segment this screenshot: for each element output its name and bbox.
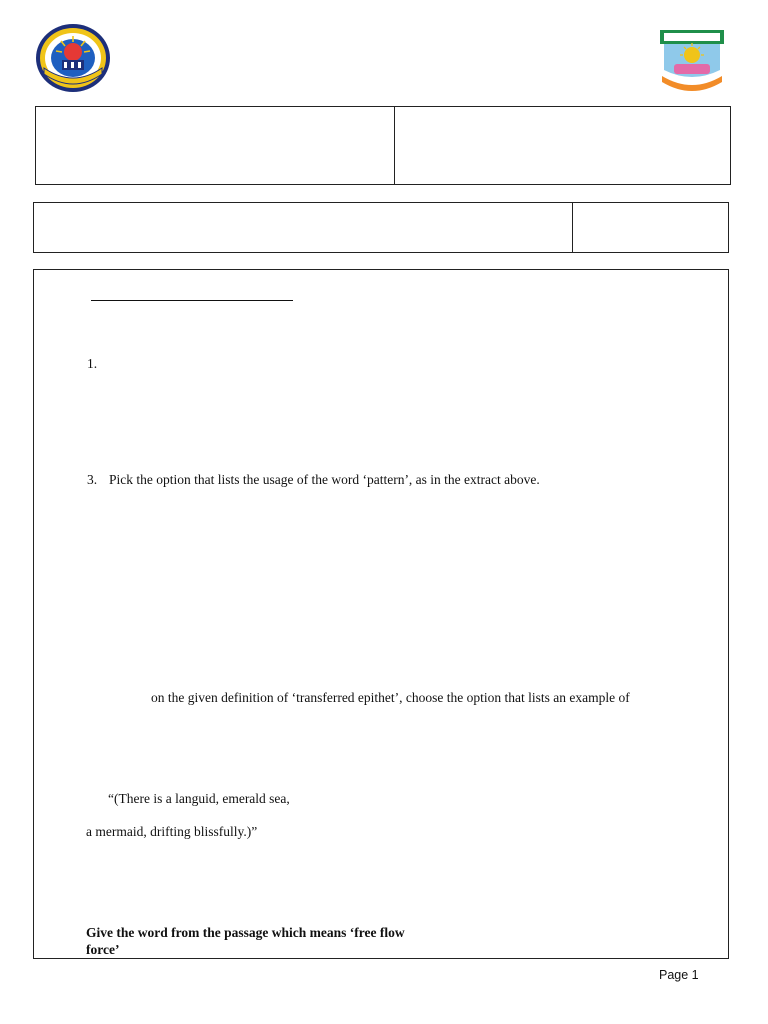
heading-underline xyxy=(91,300,293,301)
question-1-number: 1. xyxy=(87,356,98,371)
header-info-divider xyxy=(394,107,395,184)
word-question-line-1: Give the word from the passage which means ‘free flow xyxy=(86,925,405,940)
quote-line-2: a mermaid, drifting blissfully.)” xyxy=(86,824,258,839)
question-3-number: 3. xyxy=(87,472,98,487)
school-crest-logo xyxy=(656,24,728,96)
transferred-epithet-question: on the given definition of ‘transferred epithet’, choose the option that lists an example of xyxy=(151,690,630,705)
word-question-line-2: force’ xyxy=(86,942,120,957)
board-seal-logo xyxy=(34,22,112,94)
title-info-divider xyxy=(572,203,573,252)
question-frame xyxy=(33,269,729,959)
page-number: Page 1 xyxy=(659,968,699,982)
quote-line-1: “(There is a languid, emerald sea, xyxy=(108,791,290,806)
header-info-table xyxy=(35,106,731,185)
title-info-table xyxy=(33,202,729,253)
question-3-text: Pick the option that lists the usage of the word ‘pattern’, as in the extract above. xyxy=(109,472,540,487)
